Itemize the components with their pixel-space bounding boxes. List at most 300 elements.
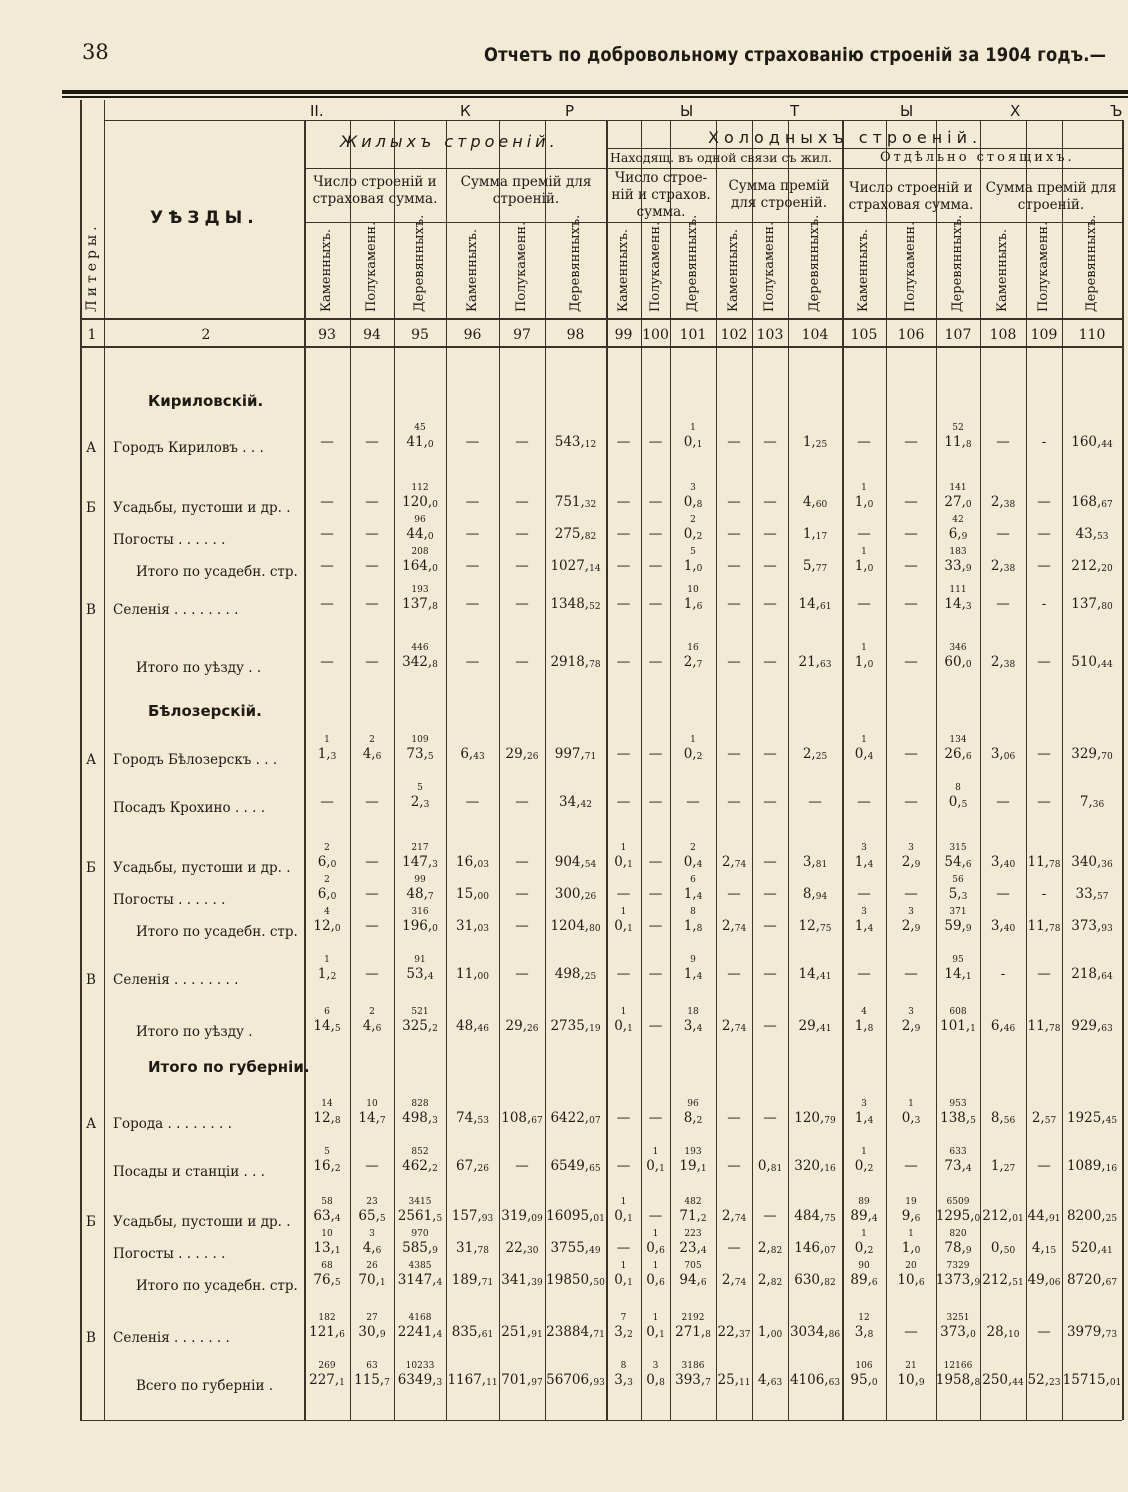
cell-value: $498,_{25}$: [554, 966, 597, 982]
cell-fraction: 56: [1003, 1116, 1016, 1126]
table-cell: [1071, 424, 1113, 450]
cell-value: —: [904, 558, 918, 574]
cell-count: [447, 1362, 497, 1371]
cell-fraction: 25: [815, 440, 828, 450]
cell-count: [763, 1198, 777, 1207]
band-rule: [104, 120, 1122, 121]
cell-count: 1: [324, 955, 330, 965]
cell-count: 16: [687, 643, 699, 653]
cell-count: [649, 784, 663, 793]
cell-value: $0,_1$: [683, 434, 703, 450]
table-cell: [857, 516, 871, 542]
cell-fraction: 6: [659, 1246, 665, 1256]
cell-fraction: 0: [427, 440, 434, 450]
table-cell: [617, 784, 631, 810]
cell-count: 10: [687, 585, 699, 595]
cell-value: $31,_{78}$: [456, 1240, 489, 1256]
table-cell: [1001, 956, 1006, 982]
cell-fraction: 01: [1012, 1214, 1024, 1224]
cell-count: [991, 644, 1015, 653]
cell-fraction: 6: [965, 752, 972, 762]
table-cell: [555, 844, 597, 870]
cell-fraction: 0: [970, 1330, 976, 1340]
cell-count: [727, 876, 741, 885]
cell-fraction: 8: [867, 1024, 874, 1034]
cell-value: —: [365, 854, 379, 870]
table-cell: [727, 644, 741, 670]
cell-value: $120,_0$: [402, 494, 438, 510]
table-cell: [1076, 516, 1109, 542]
cell-count: [1067, 1148, 1117, 1157]
header-caption-line: Сумма премій для: [985, 180, 1117, 196]
cell-value: $2,_{38}$: [990, 494, 1016, 510]
cell-value: —: [365, 966, 379, 982]
page-number: 38: [82, 40, 109, 64]
cell-value: $0,_8$: [646, 1372, 665, 1388]
table-cell: [365, 784, 379, 810]
subheader-108: Каменныхъ.: [995, 228, 1010, 312]
cell-fraction: 9: [965, 564, 972, 574]
cell-fraction: 07: [589, 1116, 601, 1126]
subheader-97: Полукаменн.: [514, 221, 529, 312]
cell-count: [365, 1148, 379, 1157]
cell-count: [550, 1008, 600, 1017]
cell-value: —: [904, 746, 918, 762]
table-cell: [991, 548, 1015, 574]
table-cell: [897, 1362, 924, 1388]
cell-fraction: 82: [770, 1278, 783, 1288]
cell-fraction: 38: [1003, 564, 1016, 574]
table-cell: [617, 956, 631, 982]
cell-count: 4: [861, 1007, 867, 1017]
cell-fraction: 53: [1097, 532, 1109, 542]
cell-value: $1,_0$: [901, 1240, 921, 1256]
table-cell: [447, 1362, 497, 1388]
cell-count: [515, 548, 529, 557]
cell-value: —: [320, 794, 334, 810]
cell-fraction: 25: [584, 972, 597, 982]
cell-count: [501, 1100, 543, 1109]
table-cell: [649, 1008, 663, 1034]
cell-value: $16,_{03}$: [456, 854, 489, 870]
cell-count: 223: [684, 1229, 702, 1239]
cell-fraction: 64: [1101, 972, 1113, 982]
cell-fraction: 1: [700, 1164, 707, 1174]
cell-value: $89,_6$: [850, 1272, 878, 1288]
cell-value: —: [904, 526, 918, 542]
cell-fraction: 80: [589, 924, 601, 934]
cell-count: [365, 908, 379, 917]
cell-fraction: 9: [965, 924, 972, 934]
cell-value: $3034,_{86}$: [789, 1324, 841, 1340]
cell-fraction: 1: [659, 1164, 665, 1174]
cell-fraction: 2: [696, 1116, 703, 1126]
cell-fraction: 81: [770, 1164, 783, 1174]
cell-count: [649, 908, 663, 917]
table-cell: [727, 424, 741, 450]
table-cell: [313, 1262, 340, 1288]
cell-value: —: [996, 434, 1010, 450]
band-letter: Ы: [900, 102, 914, 120]
cell-count: [617, 876, 631, 885]
cell-fraction: 75: [824, 1214, 836, 1224]
table-cell: [794, 1148, 836, 1174]
cell-value: —: [904, 794, 918, 810]
table-cell: [309, 1362, 345, 1388]
cell-value: $28,_{10}$: [986, 1324, 1020, 1340]
cell-value: $29,_{26}$: [505, 746, 539, 762]
cell-value: $8,_{56}$: [990, 1110, 1016, 1126]
cell-count: [991, 844, 1015, 853]
table-cell: [320, 784, 334, 810]
row-label: Итого по усадебн. стр.: [136, 1278, 298, 1294]
cell-value: $0,_1$: [614, 1018, 633, 1034]
table-cell: [466, 644, 480, 670]
table-cell: [904, 484, 918, 510]
cell-count: [649, 484, 663, 493]
cell-count: [991, 908, 1015, 917]
cell-fraction: 4: [867, 752, 874, 762]
table-cell: [1042, 586, 1047, 612]
cell-count: [857, 956, 871, 965]
cell-count: [763, 586, 777, 595]
cell-value: $6549,_{65}$: [550, 1158, 601, 1174]
table-cell: [649, 644, 663, 670]
row-litera: А: [86, 440, 97, 456]
table-cell: [902, 1198, 921, 1224]
cell-fraction: 42: [580, 800, 592, 810]
table-cell: [649, 1100, 663, 1126]
cell-count: [996, 424, 1010, 433]
table-cell: [452, 1198, 494, 1224]
cell-count: [1037, 548, 1051, 557]
cell-value: $1027,_{14}$: [550, 558, 601, 574]
table-cell: [949, 784, 968, 810]
table-cell: [452, 1314, 494, 1340]
cell-count: [763, 1100, 777, 1109]
table-cell: [614, 1262, 633, 1288]
cell-value: —: [904, 1158, 918, 1174]
cell-value: —: [648, 886, 663, 902]
cell-fraction: 9: [974, 1278, 981, 1288]
table-cell: [722, 908, 746, 934]
cell-count: 10233: [405, 1361, 435, 1371]
table-cell: [406, 736, 433, 762]
cell-fraction: 45: [1105, 1116, 1118, 1126]
cell-value: $94,_6$: [679, 1272, 707, 1288]
table-cell: [684, 1008, 703, 1034]
table-cell: [363, 1008, 382, 1034]
cell-count: [320, 784, 334, 793]
subheader-100: Полукаменн.: [647, 221, 663, 312]
row-label: Итого по уѣзду . .: [136, 660, 262, 676]
cell-count: [617, 586, 631, 595]
cell-count: [722, 908, 746, 917]
cell-value: $9,_6$: [901, 1208, 921, 1224]
cell-fraction: 3: [423, 800, 430, 810]
table-cell: [855, 1148, 874, 1174]
cell-fraction: 26: [527, 752, 539, 762]
cell-value: $8200,_{25}$: [1066, 1208, 1118, 1224]
cell-count: 4: [324, 907, 330, 917]
table-cell: [466, 784, 480, 810]
table-cell: [727, 956, 741, 982]
cell-value: —: [1037, 654, 1051, 670]
table-cell: [649, 548, 663, 574]
row-label: Города . . . . . . . .: [113, 1116, 232, 1132]
cell-value: $59,_9$: [944, 918, 972, 934]
header-uezdy: УѢЗДЫ.: [150, 208, 259, 228]
cell-fraction: 9: [965, 1246, 972, 1256]
column-rule: [350, 120, 351, 1420]
cell-count: [857, 876, 871, 885]
column-number: 97: [513, 327, 531, 343]
header-summa-1: [446, 174, 606, 208]
cell-value: $14,_{41}$: [798, 966, 832, 982]
band-letter: Р: [565, 102, 575, 120]
table-cell: [365, 586, 379, 612]
table-cell: [727, 586, 741, 612]
cell-value: —: [857, 886, 871, 902]
table-cell: [313, 1148, 340, 1174]
cell-value: —: [904, 654, 918, 670]
cell-count: 1: [861, 1229, 867, 1239]
subheader-98: Деревянныхъ.: [567, 214, 583, 312]
cell-value: —: [320, 596, 334, 612]
cell-count: [758, 1362, 782, 1371]
cell-count: [515, 908, 529, 917]
header-caption-line: Число строеній и: [313, 174, 437, 190]
cell-value: $3147,_4$: [397, 1272, 443, 1288]
cell-count: 5: [417, 783, 423, 793]
cell-value: —: [1037, 1158, 1051, 1174]
table-cell: [1067, 1314, 1117, 1340]
cell-fraction: 4: [871, 1214, 878, 1224]
cell-value: $48,_{46}$: [456, 1018, 489, 1034]
table-cell: [855, 1314, 874, 1340]
table-cell: [855, 484, 874, 510]
cell-count: [466, 644, 480, 653]
header-caption-line: для строеній.: [730, 195, 828, 211]
table-cell: [727, 1148, 741, 1174]
cell-fraction: 53: [477, 1116, 489, 1126]
table-cell: [855, 1230, 874, 1256]
cell-count: [763, 844, 777, 853]
cell-count: [515, 1148, 529, 1157]
cell-count: 109: [411, 735, 429, 745]
cell-value: —: [686, 794, 700, 810]
cell-fraction: 0: [427, 532, 434, 542]
cell-value: —: [1037, 746, 1051, 762]
cell-value: $1,_{00}$: [757, 1324, 783, 1340]
column-number: 94: [363, 327, 381, 343]
table-cell: [501, 1362, 543, 1388]
cell-count: [452, 1262, 494, 1271]
table-cell: [799, 956, 832, 982]
cell-count: [904, 516, 918, 525]
cell-count: 1: [652, 1313, 659, 1323]
cell-value: $1,_4$: [683, 886, 703, 902]
table-cell: [794, 1262, 836, 1288]
table-cell: [559, 784, 592, 810]
cell-fraction: 78: [589, 660, 601, 670]
cell-value: —: [515, 794, 529, 810]
cell-count: 10: [321, 1229, 333, 1239]
cell-count: [555, 484, 597, 493]
cell-value: —: [857, 596, 871, 612]
cell-count: [1042, 876, 1047, 885]
cell-value: $2,_3$: [410, 794, 430, 810]
cell-value: —: [465, 526, 480, 542]
table-cell: [365, 516, 379, 542]
table-cell: [555, 424, 597, 450]
table-cell: [646, 1148, 665, 1174]
cell-value: $1295,_0$: [935, 1208, 981, 1224]
cell-count: [1071, 586, 1113, 595]
cell-value: —: [616, 596, 631, 612]
table-cell: [555, 484, 597, 510]
cell-fraction: 67: [1105, 1278, 1118, 1288]
cell-value: $1,_8$: [683, 918, 703, 934]
cell-count: [718, 1362, 751, 1371]
cell-count: [555, 424, 597, 433]
cell-value: $63,_4$: [313, 1208, 341, 1224]
table-cell: [991, 1100, 1015, 1126]
cell-count: [803, 844, 827, 853]
cell-fraction: 2: [334, 1164, 341, 1174]
cell-count: [1071, 736, 1113, 745]
cell-value: $2735,_{19}$: [550, 1018, 601, 1034]
table-cell: [320, 484, 334, 510]
cell-value: —: [857, 966, 871, 982]
cell-value: —: [727, 746, 741, 762]
table-cell: [944, 908, 971, 934]
cell-count: 9: [690, 955, 696, 965]
cell-count: [727, 548, 741, 557]
cell-value: $319,_{09}$: [501, 1208, 543, 1224]
cell-value: $2,_{74}$: [721, 1272, 747, 1288]
cell-count: [982, 1198, 1024, 1207]
cell-value: —: [616, 746, 631, 762]
table-cell: [402, 586, 438, 612]
cell-count: [991, 548, 1015, 557]
cell-value: $212,_{51}$: [982, 1272, 1024, 1288]
band-letter: Т: [790, 102, 800, 120]
table-cell: [763, 516, 777, 542]
table-cell: [506, 736, 539, 762]
cell-value: —: [648, 558, 663, 574]
cell-value: $14,_5$: [313, 1018, 341, 1034]
cell-count: [758, 1314, 782, 1323]
cell-count: [904, 424, 918, 433]
cell-value: $11,_{78}$: [1027, 918, 1061, 934]
cell-count: [987, 1314, 1020, 1323]
cell-fraction: 06: [1049, 1278, 1061, 1288]
cell-fraction: 3: [961, 892, 968, 902]
table-cell: [320, 516, 334, 542]
cell-fraction: 4: [436, 1330, 443, 1340]
header-caption-line: страховая сумма.: [848, 197, 974, 213]
table-cell: [365, 908, 379, 934]
cell-count: [649, 516, 663, 525]
cell-fraction: 2: [700, 1214, 707, 1224]
cell-count: 5: [690, 547, 696, 557]
table-cell: [799, 586, 832, 612]
cell-value: $1,_0$: [683, 558, 703, 574]
cell-value: —: [515, 654, 529, 670]
table-cell: [850, 1262, 877, 1288]
cell-value: —: [465, 654, 480, 670]
table-cell: [1037, 736, 1051, 762]
cell-count: 633: [949, 1147, 967, 1157]
table-cell: [857, 876, 871, 902]
table-cell: [617, 644, 631, 670]
cell-fraction: 8: [867, 1330, 874, 1340]
cell-count: [758, 1262, 782, 1271]
cell-value: $11,_{78}$: [1027, 1018, 1061, 1034]
cell-fraction: 1: [627, 1214, 633, 1224]
cell-value: $13,_1$: [313, 1240, 341, 1256]
cell-fraction: 91: [1049, 1214, 1061, 1224]
table-cell: [803, 548, 827, 574]
table-cell: [991, 908, 1015, 934]
cell-count: [617, 644, 631, 653]
column-rule: [641, 120, 642, 1420]
cell-fraction: 6: [339, 1330, 345, 1340]
table-cell: [940, 1008, 976, 1034]
cell-value: $14,_3$: [944, 596, 972, 612]
cell-value: $70,_1$: [358, 1272, 386, 1288]
cell-value: $1,_{17}$: [802, 526, 828, 542]
table-cell: [646, 1230, 665, 1256]
cell-value: $543,_{12}$: [554, 434, 597, 450]
cell-count: [1032, 1230, 1056, 1239]
header-summa-2: [716, 178, 842, 212]
cell-count: [1028, 1262, 1061, 1271]
table-cell: [402, 548, 438, 574]
cell-count: 6: [690, 875, 696, 885]
cell-count: [555, 516, 597, 525]
table-cell: [466, 516, 480, 542]
table-cell: [940, 1314, 976, 1340]
cell-count: 99: [414, 875, 426, 885]
table-cell: [855, 548, 874, 574]
cell-count: 1: [652, 1229, 659, 1239]
table-cell: [855, 644, 874, 670]
table-cell: [803, 844, 827, 870]
cell-value: —: [320, 494, 334, 510]
table-cell: [684, 736, 703, 762]
cell-count: [794, 1198, 836, 1207]
row-label: Посады и станціи . . .: [113, 1164, 265, 1180]
cell-value: $15,_{00}$: [456, 886, 489, 902]
cell-value: $44,_{91}$: [1027, 1208, 1061, 1224]
cell-value: $31,_{03}$: [456, 918, 489, 934]
cell-fraction: 0: [871, 1378, 878, 1388]
cell-count: [803, 736, 827, 745]
cell-count: [1067, 1314, 1117, 1323]
cell-value: —: [465, 558, 480, 574]
cell-count: 20: [905, 1261, 917, 1271]
cell-count: [1028, 1362, 1061, 1371]
cell-count: [686, 784, 700, 793]
table-cell: [456, 1100, 489, 1126]
cell-fraction: 2: [696, 532, 703, 542]
cell-value: —: [648, 794, 663, 810]
cell-fraction: 5: [427, 752, 434, 762]
row-label: Итого по усадебн. стр.: [136, 924, 298, 940]
cell-count: [466, 516, 480, 525]
